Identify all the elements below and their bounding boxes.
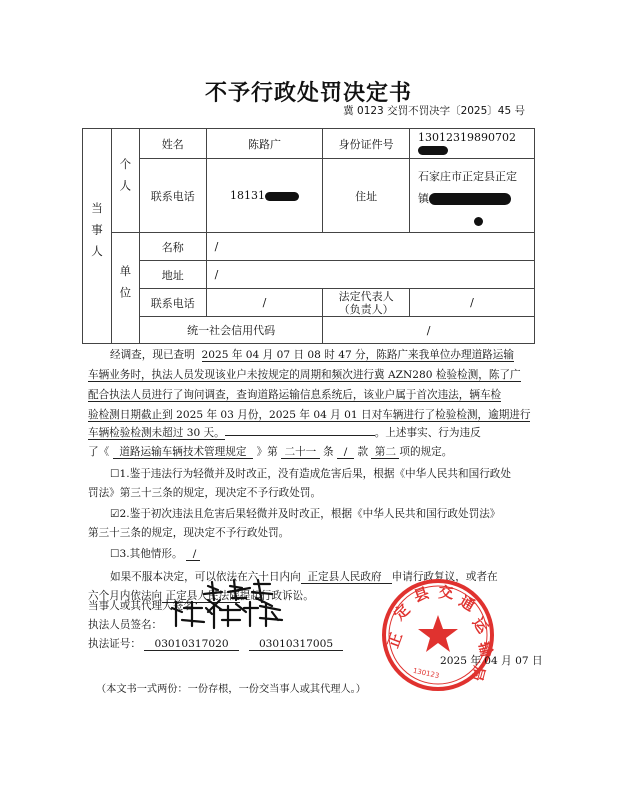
- legal-rep-label: 法定代表人 （负责人）: [323, 289, 410, 317]
- document-title: 不予行政处罚决定书: [204, 81, 412, 106]
- facts-line-5: 车辆检验检测未超过 30 天。 。上述事实、行为违反: [88, 427, 481, 439]
- decision-date: 2025 年 04 月 07 日: [440, 655, 543, 667]
- svg-text:局: 局: [467, 663, 489, 684]
- facts-line-4: 验检测日期截止到 2025 年 03 月份，2025 年 04 月 01 日对车辆进行了检验检测，逾期进行: [88, 409, 531, 421]
- svg-text:130123: 130123: [412, 666, 440, 681]
- facts-line-3: 配合执法人员进行了询问调查，查询道路运输信息系统后，该业户属于首次违法，辆车检: [88, 389, 502, 401]
- credit-code-label: 统一社会信用代码: [139, 317, 322, 344]
- handwritten-signature: [168, 578, 298, 634]
- id-value: 13012319890702: [410, 129, 535, 159]
- appeal-line-2: 六个月内依法向 正定县人民法院提起行政诉讼。: [88, 590, 314, 602]
- unit-phone-value: /: [206, 289, 323, 317]
- phone-value: 18131: [206, 159, 323, 233]
- unit-name-label: 名称: [139, 233, 206, 261]
- option-3: ☐3.其他情形。 /: [110, 545, 200, 565]
- redaction-mark: [418, 146, 448, 155]
- party-header: 当事人: [83, 129, 112, 344]
- cert-line: 执法证号： 03010317020 03010317005: [88, 636, 343, 651]
- address-value: 石家庄市正定县正定 镇: [410, 159, 535, 233]
- option-1-cont: 罚法》第三十三条的规定，现决定不予行政处罚。: [88, 487, 322, 499]
- svg-text:交: 交: [437, 583, 455, 603]
- unit-address-label: 地址: [139, 261, 206, 289]
- credit-code-value: /: [323, 317, 535, 344]
- option-1: ☐1.鉴于违法行为轻微并及时改正，没有造成危害后果，根据《中华人民共和国行政处: [110, 468, 511, 480]
- redaction-mark: [265, 192, 299, 201]
- individual-header: 个人: [111, 129, 139, 233]
- unit-name-value: /: [206, 233, 534, 261]
- unit-phone-label: 联系电话: [139, 289, 206, 317]
- option-2-cont: 第三十三条的规定，现决定不予行政处罚。: [88, 527, 290, 539]
- svg-text:通: 通: [456, 591, 479, 615]
- facts-line-1: 经调查，现已查明 2025 年 04 月 07 日 08 时 47 分，陈路广来我单位办理道路运输: [110, 349, 514, 361]
- unit-header: 单位: [111, 233, 139, 344]
- option-1-checkbox: ☐1.: [110, 468, 130, 480]
- address-label: 住址: [323, 159, 410, 233]
- redaction-mark: [429, 193, 511, 205]
- unit-address-value: /: [206, 261, 534, 289]
- svg-text:县: 县: [411, 583, 432, 606]
- legal-rep-value: /: [410, 289, 535, 317]
- official-seal: [380, 577, 496, 693]
- phone-label: 联系电话: [139, 159, 206, 233]
- name-value: 陈路广: [206, 129, 323, 159]
- svg-text:输: 输: [475, 640, 496, 659]
- svg-text:运: 运: [468, 613, 493, 637]
- option-2: ☑2.鉴于初次违法且危害后果轻微并及时改正，根据《中华人民共和国行政处罚法》: [110, 508, 501, 520]
- option-2-checkbox: ☑2.: [110, 508, 130, 520]
- party-signature-label: 当事人或其代理人签名：: [88, 600, 205, 612]
- violated-law-line: 了《 道路运输车辆技术管理规定 》第 二十一 条 / 款 第二 项的规定。: [88, 446, 453, 458]
- svg-text:定: 定: [390, 600, 414, 624]
- svg-text:正: 正: [383, 630, 406, 651]
- party-info-table: [82, 128, 535, 344]
- document-number: 冀 0123 交罚不罚决字〔2025〕45 号: [343, 105, 525, 117]
- facts-line-2: 车辆业务时，执法人员发现该业户未按规定的周期和频次进行冀 AZN280 检验检测，陈了广: [88, 369, 521, 381]
- footer-note: （本文书一式两份：一份存根，一份交当事人或其代理人。）: [96, 684, 366, 695]
- officer-signature-label: 执法人员签名：: [88, 619, 163, 631]
- option-3-checkbox: ☐3.: [110, 548, 130, 560]
- name-label: 姓名: [139, 129, 206, 159]
- redaction-mark: [474, 217, 483, 226]
- appeal-line-1: 如果不服本决定，可以依法在六十日内向 正定县人民政府 申请行政复议，或者在: [110, 571, 498, 583]
- id-label: 身份证件号: [323, 129, 410, 159]
